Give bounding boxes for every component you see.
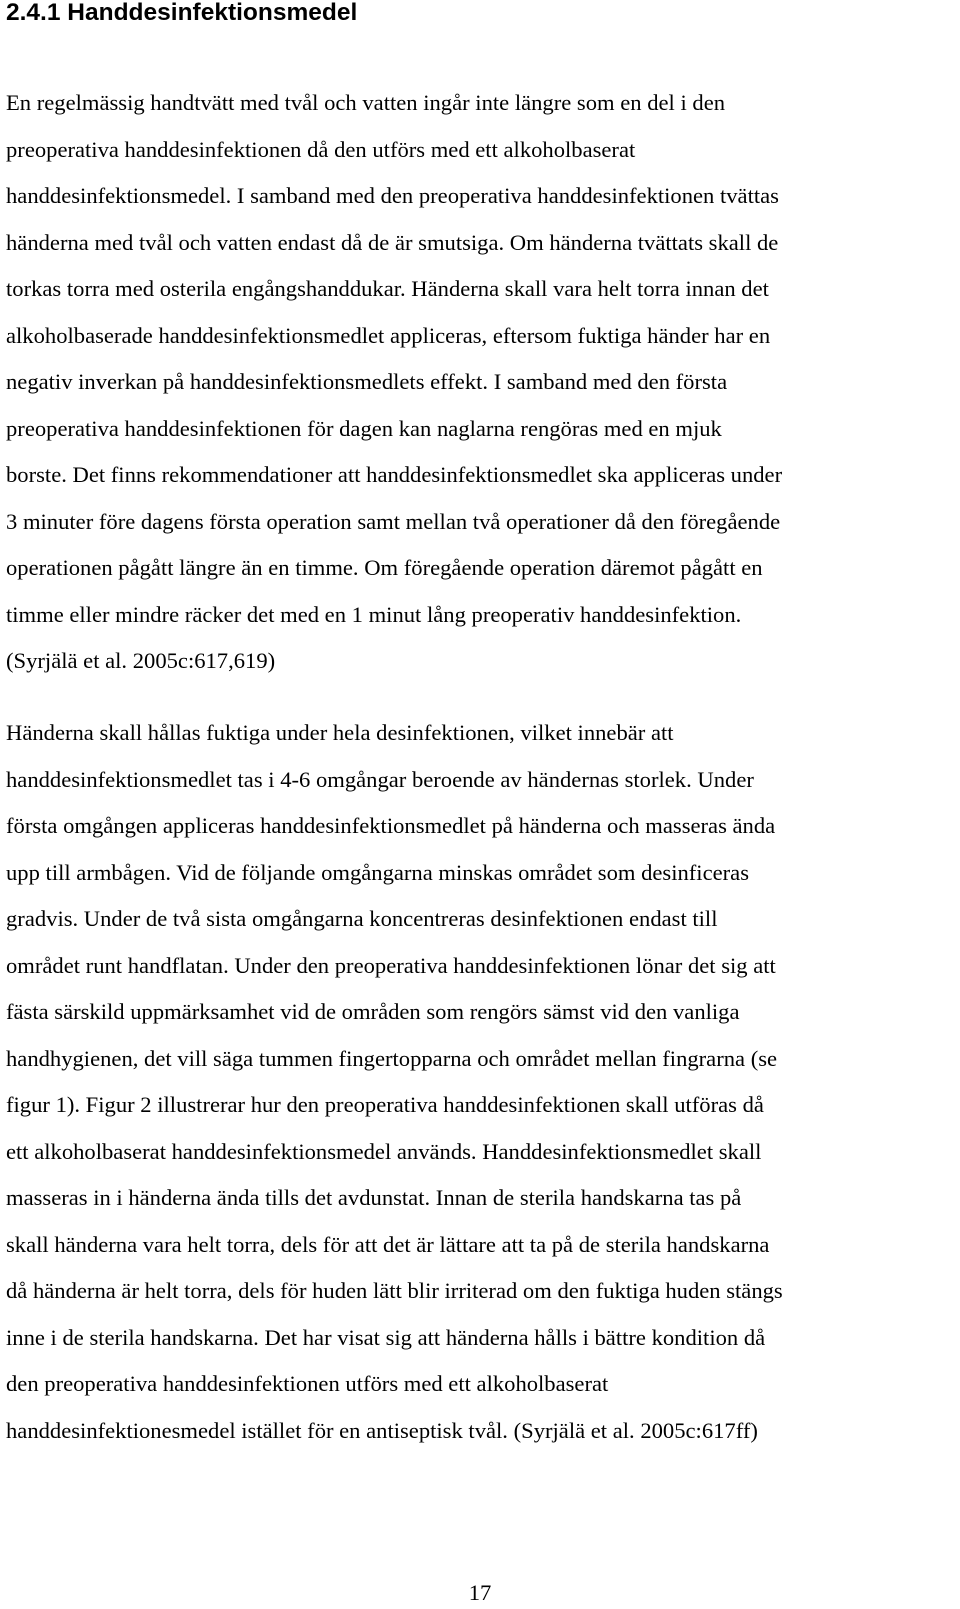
text-line: gradvis. Under de två sista omgångarna koncentreras desinfektionen endast till <box>6 906 718 931</box>
text-line: Händerna skall hållas fuktiga under hela desinfektionen, vilket innebär att <box>6 720 674 745</box>
text-line: 3 minuter före dagens första operation samt mellan två operationer då den föregående <box>6 508 781 534</box>
text-line: den preoperativa handdesinfektionen utförs med ett alkoholbaserat <box>6 1371 609 1396</box>
text-line: negativ inverkan på handdesinfektionsmedlets effekt. I samband med den första <box>6 369 728 394</box>
text-line: En regelmässig handtvätt med tvål och vatten ingår inte längre som en del i den <box>6 90 726 115</box>
text-line: ett alkoholbaserat handdesinfektionsmedel används. Handdesinfektionsmedlet skall <box>6 1138 762 1164</box>
text-line: preoperativa handdesinfektionen för dagen kan naglarna rengöras med en mjuk <box>6 415 722 441</box>
text-line: skall händerna vara helt torra, dels för att det är lättare att ta på de sterila handskarna <box>6 1231 770 1257</box>
text-line: inne i de sterila handskarna. Det har visat sig att händerna hålls i bättre kondition då <box>6 1324 766 1350</box>
text-line: masseras in i händerna ända tills det avdunstat. Innan de sterila handskarna tas på <box>6 1185 742 1210</box>
text-line: då händerna är helt torra, dels för huden lätt blir irriterad om den fuktiga huden stängs <box>6 1278 783 1303</box>
page-number: 17 <box>468 1580 492 1605</box>
paragraph-1 <box>6 80 951 685</box>
text-line: handdesinfektionesmedel istället för en antiseptisk tvål. (Syrjälä et al. 2005c:617ff) <box>6 1417 758 1443</box>
text-line: borste. Det finns rekommendationer att handdesinfektionsmedlet ska appliceras under <box>6 462 783 487</box>
text-line: handhygienen, det vill säga tummen fingertopparna och området mellan fingrarna (se <box>6 1045 778 1071</box>
text-line: figur 1). Figur 2 illustrerar hur den preoperativa handdesinfektionen skall utföras då <box>6 1092 764 1117</box>
text-line: handdesinfektionsmedlet tas i 4-6 omgångar beroende av händernas storlek. Under <box>6 766 754 792</box>
text-line: upp till armbågen. Vid de följande omgångarna minskas området som desinficeras <box>6 859 749 885</box>
text-line: händerna med tvål och vatten endast då de är smutsiga. Om händerna tvättats skall de <box>6 229 779 255</box>
text-line: torkas torra med osterila engångshanddukar. Händerna skall vara helt torra innan det <box>6 276 769 301</box>
text-line: området runt handflatan. Under den preoperativa handdesinfektionen lönar det sig att <box>6 952 776 978</box>
text-line: (Syrjälä et al. 2005c:617,619) <box>6 648 276 673</box>
paragraph-2 <box>6 710 951 1454</box>
text-line: preoperativa handdesinfektionen då den utförs med ett alkoholbaserat <box>6 136 636 162</box>
text-line: första omgången appliceras handdesinfektionsmedlet på händerna och masseras ända <box>6 813 776 838</box>
text-line: fästa särskild uppmärksamhet vid de områden som rengörs sämst vid den vanliga <box>6 999 740 1024</box>
text-line: handdesinfektionsmedel. I samband med den preoperativa handdesinfektionen tvättas <box>6 183 779 208</box>
text-line: operationen pågått längre än en timme. Om föregående operation däremot pågått en <box>6 555 763 580</box>
section-heading: 2.4.1 Handdesinfektionsmedel <box>6 0 358 26</box>
text-line: alkoholbaserade handdesinfektionsmedlet appliceras, eftersom fuktiga händer har en <box>6 322 771 348</box>
text-line: timme eller mindre räcker det med en 1 minut lång preoperativ handdesinfektion. <box>6 601 742 627</box>
